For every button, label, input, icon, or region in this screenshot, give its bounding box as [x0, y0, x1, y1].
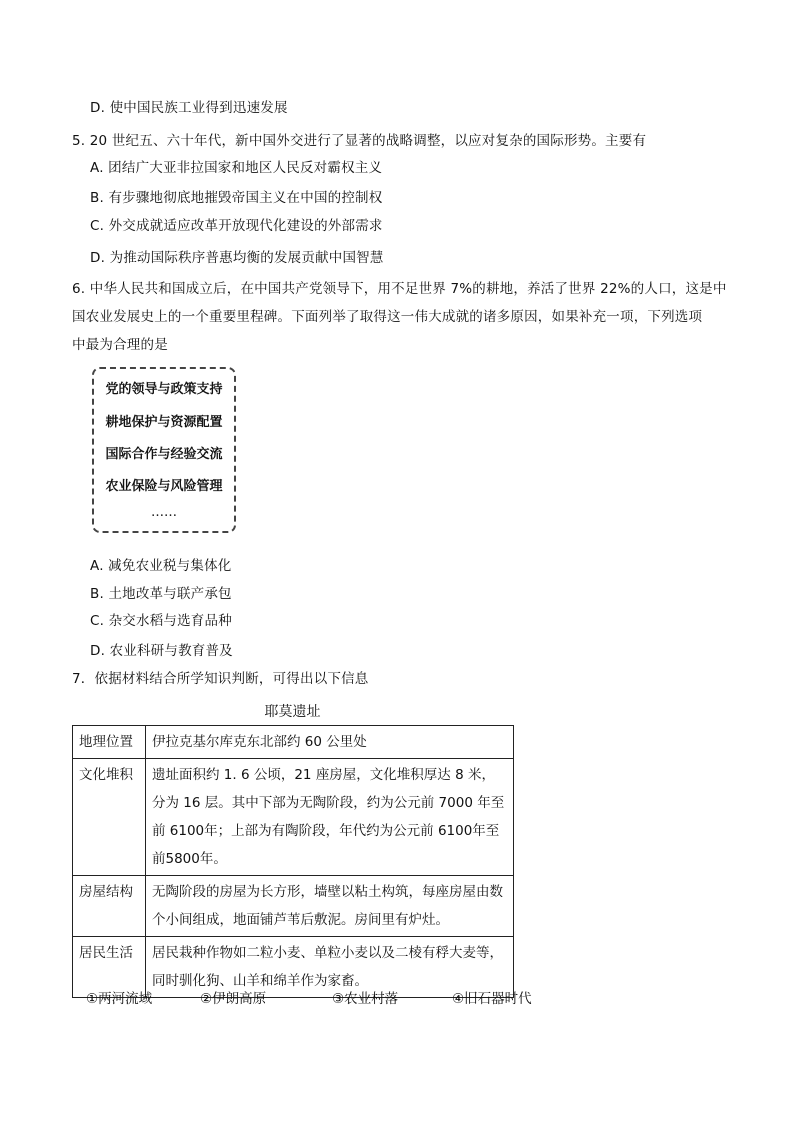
q6-stem-line-2: 国农业发展史上的一个重要里程碑。下面列举了取得这一伟大成就的诸多原因，如果补充一项，下列选项 — [72, 309, 703, 325]
q5-option-a: A. 团结广大亚非拉国家和地区人民反对霸权主义 — [90, 160, 383, 176]
reason-item: 党的领导与政策支持 — [105, 382, 223, 397]
reason-item: 耕地保护与资源配置 — [105, 415, 223, 430]
q5-option-d: D. 为推动国际秩序普惠均衡的发展贡献中国智慧 — [90, 250, 384, 266]
q6-option-d: D. 农业科研与教育普及 — [90, 643, 233, 659]
q7-stem: 7．依据材料结合所学知识判断，可得出以下信息 — [72, 671, 369, 687]
q6-stem-line-3: 中最为合理的是 — [72, 337, 168, 353]
row-key: 文化堆积 — [73, 759, 146, 876]
table-row — [73, 726, 514, 759]
q6-stem-line-1: 6. 中华人民共和国成立后，在中国共产党领导下，用不足世界 7%的耕地，养活了世界 22%的人口，这是中 — [72, 281, 727, 297]
q6-option-b: B. 土地改革与联产承包 — [90, 586, 232, 602]
q7-option-4: ④旧石器时代 — [452, 991, 532, 1007]
row-key: 房屋结构 — [73, 876, 146, 937]
row-value: 无陶阶段的房屋为长方形，墙壁以粘土构筑，每座房屋由数个小间组成，地面铺芦苇后敷泥。房间里有炉灶。 — [146, 876, 514, 937]
site-info-table — [72, 725, 514, 998]
reason-item: 农业保险与风险管理 — [105, 479, 223, 494]
reasons-box — [92, 367, 236, 533]
reason-item: 国际合作与经验交流 — [105, 447, 223, 462]
q6-option-c: C. 杂交水稻与选育品种 — [90, 613, 232, 629]
q5-stem: 5. 20 世纪五、六十年代，新中国外交进行了显著的战略调整，以应对复杂的国际形势。主要有 — [72, 133, 647, 149]
row-key: 居民生活 — [73, 937, 146, 998]
q7-option-1: ①两河流域 — [86, 991, 153, 1007]
q6-option-a: A. 减免农业税与集体化 — [90, 558, 232, 574]
row-key: 地理位置 — [73, 726, 146, 759]
row-value: 遗址面积约 1. 6 公顷，21 座房屋，文化堆积厚达 8 米，分为 16 层。其中下部为无陶阶段，约为公元前 7000 年至前 6100年；上部为有陶阶段，年代约为公元前 6100年至前5800年。 — [146, 759, 514, 876]
q4-option-d: D. 使中国民族工业得到迅速发展 — [90, 100, 288, 116]
row-value: 居民栽种作物如二粒小麦、单粒小麦以及二棱有稃大麦等，同时驯化狗、山羊和绵羊作为家畜。 — [146, 937, 514, 998]
q5-option-b: B. 有步骤地彻底地摧毁帝国主义在中国的控制权 — [90, 190, 383, 206]
q5-option-c: C. 外交成就适应改革开放现代化建设的外部需求 — [90, 218, 383, 234]
table-title: 耶莫遗址 — [264, 704, 321, 720]
q7-option-3: ③农业村落 — [332, 991, 399, 1007]
reason-ellipsis: …… — [151, 505, 177, 520]
table-row — [73, 876, 514, 937]
table-row — [73, 759, 514, 876]
q7-option-2: ②伊朗高原 — [200, 991, 267, 1007]
row-value: 伊拉克基尔库克东北部约 60 公里处 — [146, 726, 514, 759]
